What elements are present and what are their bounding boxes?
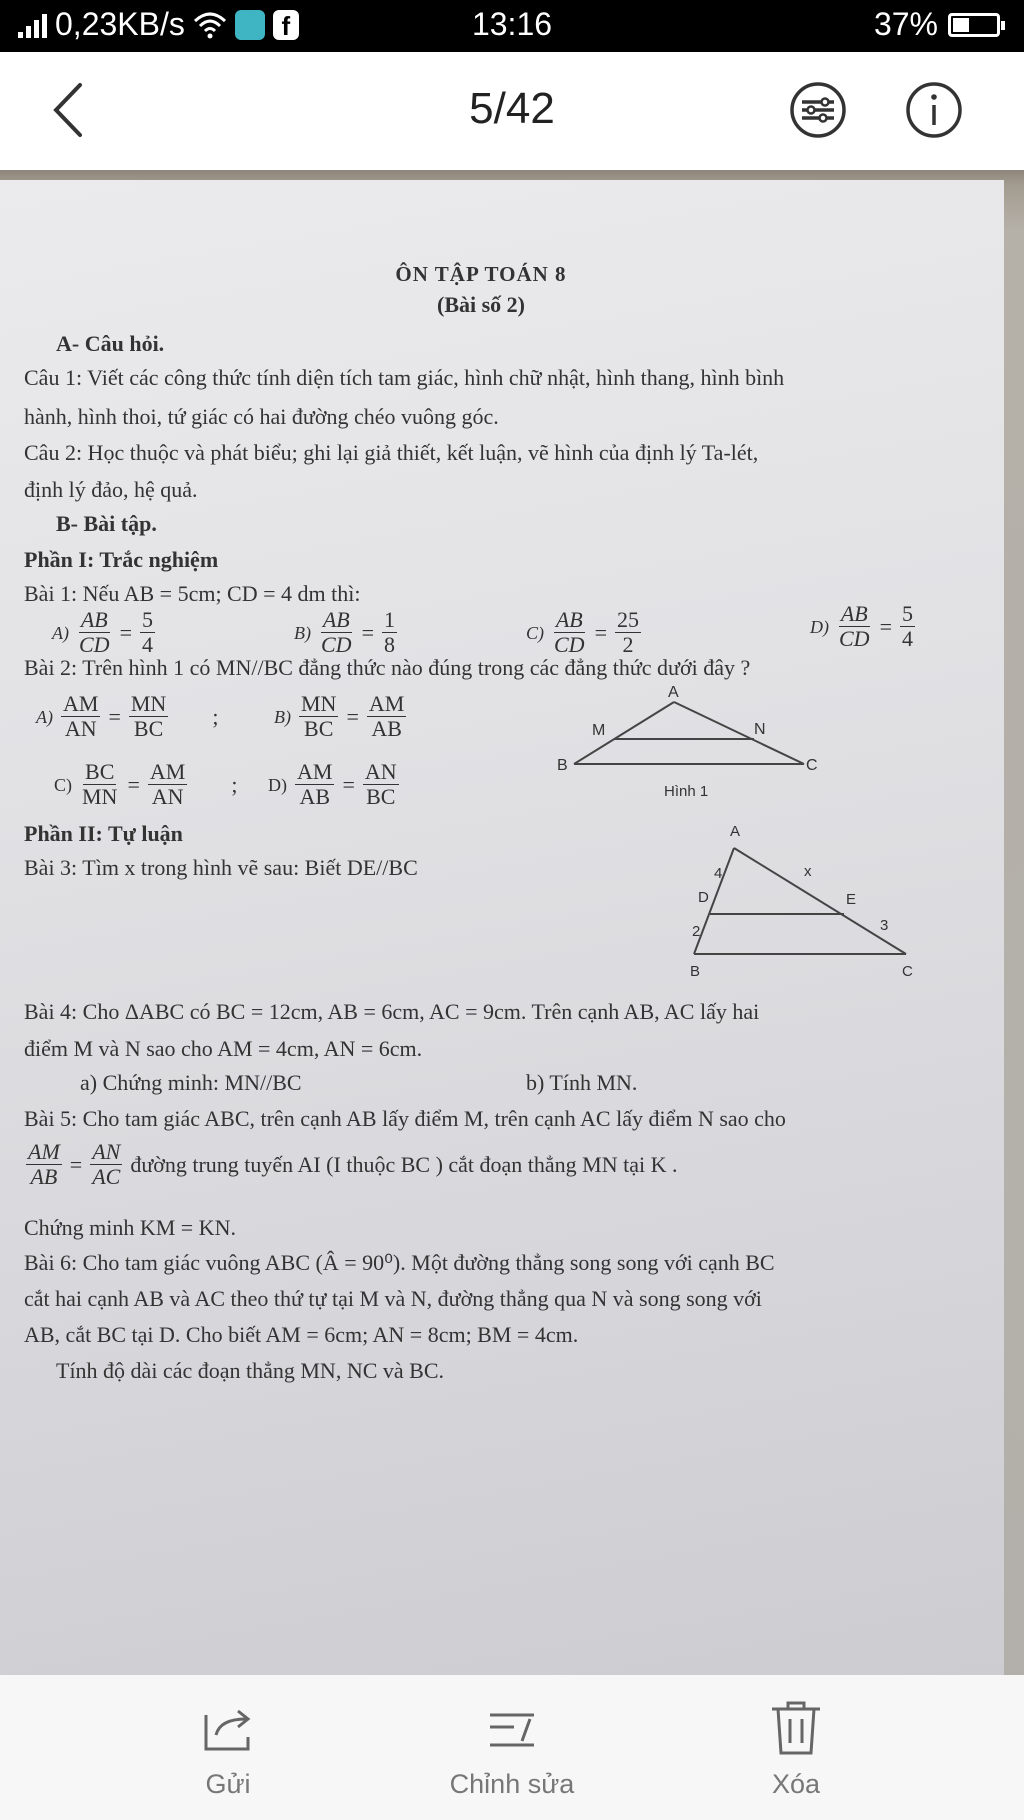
fraction-denominator: 8 bbox=[383, 632, 395, 657]
send-label: Gửi bbox=[205, 1769, 251, 1799]
fraction-denominator: MN bbox=[82, 784, 118, 809]
exercise-4-part-a: a) Chứng minh: MN//BC bbox=[80, 1070, 302, 1095]
exercise-1-option-d: D) $\frac{AB}{CD}$ = $\frac{5}{4}$ bbox=[810, 601, 913, 651]
question-2-line-1: Câu 2: Học thuộc và phát biểu; ghi lại giả thiết, kết luận, vẽ hình của định lý Ta-lét, bbox=[24, 440, 759, 465]
delete-label: Xóa bbox=[771, 1769, 821, 1799]
exercise-1-option-b: B) $\frac{AB}{CD}$ = $\frac{1}{8}$ bbox=[294, 607, 395, 657]
exercise-3: Bài 3: Tìm x trong hình vẽ sau: Biết DE//BC bbox=[24, 855, 418, 880]
edit-icon bbox=[482, 1697, 542, 1757]
exercise-1-option-c: C) $\frac{AB}{CD}$ = $\frac{25}{2}$ bbox=[526, 607, 639, 657]
document-photo bbox=[0, 170, 1024, 1675]
question-2-line-2: định lý đảo, hệ quả. bbox=[24, 477, 198, 502]
fraction-numerator: AM bbox=[149, 759, 186, 784]
exercise-2: Bài 2: Trên hình 1 có MN//BC đẳng thức nào đúng trong các đẳng thức dưới đây ? bbox=[24, 655, 751, 680]
figure-2-label-a: A bbox=[730, 823, 741, 840]
exercise-5-text: đường trung tuyến AI (I thuộc BC ) cắt đoạn thẳng MN tại K . bbox=[130, 1151, 678, 1177]
exercise-4-line-2: điểm M và N sao cho AM = 4cm, AN = 6cm. bbox=[24, 1036, 423, 1061]
exercise-5-line-3: Chứng minh KM = KN. bbox=[24, 1215, 236, 1240]
option-label: A) bbox=[36, 706, 53, 727]
network-speed: 0,23KB/s bbox=[55, 6, 185, 42]
question-1-line-1: Câu 1: Viết các công thức tính diện tích tam giác, hình chữ nhật, hình thang, hình bình bbox=[24, 365, 785, 390]
fraction-denominator: CD bbox=[79, 632, 110, 657]
battery-percent: 37% bbox=[873, 6, 938, 42]
delete-button[interactable] bbox=[676, 1675, 916, 1820]
figure-2-length-db: 2 bbox=[692, 923, 701, 940]
figure-2-label-d: D bbox=[698, 889, 709, 906]
figure-2-label-e: E bbox=[846, 891, 857, 908]
figure-2-label-b: B bbox=[690, 963, 701, 980]
figure-1-caption: Hình 1 bbox=[664, 783, 709, 800]
fraction-numerator: MN bbox=[301, 691, 337, 716]
figure-2-length-ad: 4 bbox=[714, 865, 723, 882]
figure-2-triangle bbox=[674, 818, 934, 988]
clock: 13:16 bbox=[471, 6, 553, 42]
adjust-filter-icon[interactable] bbox=[785, 77, 851, 143]
page-indicator: 5/42 bbox=[469, 84, 555, 133]
option-label: B) bbox=[294, 622, 311, 643]
fraction-numerator: AM bbox=[28, 1139, 60, 1164]
option-label: D) bbox=[810, 616, 829, 637]
fraction-numerator: AB bbox=[840, 601, 868, 626]
separator: ; bbox=[231, 771, 238, 797]
fraction-denominator: BC bbox=[133, 716, 164, 741]
battery-icon bbox=[948, 13, 1000, 37]
status-bar bbox=[0, 0, 1024, 52]
fraction-denominator: CD bbox=[554, 632, 585, 657]
paper-sheet bbox=[0, 180, 1004, 1675]
fraction-denominator: CD bbox=[321, 632, 352, 657]
fraction-denominator: 4 bbox=[141, 632, 153, 657]
share-icon bbox=[198, 1697, 258, 1757]
fraction-denominator: BC bbox=[366, 784, 396, 809]
section-b-heading: B- Bài tập. bbox=[56, 511, 157, 536]
fraction-denominator: AB bbox=[30, 1164, 58, 1189]
figure-2-label-c: C bbox=[902, 963, 913, 980]
fraction-numerator: MN bbox=[130, 691, 167, 716]
figure-1-label-m: M bbox=[592, 722, 606, 739]
fraction-denominator: 4 bbox=[901, 626, 913, 651]
fraction-numerator: AB bbox=[322, 607, 350, 632]
option-label: C) bbox=[526, 622, 544, 643]
document-title: ÔN TẬP TOÁN 8 bbox=[395, 262, 567, 286]
fraction-denominator: AN bbox=[64, 716, 97, 741]
fraction-denominator: AB bbox=[371, 716, 402, 741]
option-label: B) bbox=[274, 706, 291, 727]
info-icon[interactable] bbox=[901, 77, 967, 143]
option-label: A) bbox=[52, 622, 69, 643]
exercise-4-line-1: Bài 4: Cho ΔABC có BC = 12cm, AB = 6cm, AC = 9cm. Trên cạnh AB, AC lấy hai bbox=[24, 999, 760, 1024]
figure-1-label-n: N bbox=[754, 721, 766, 738]
fraction-numerator: AB bbox=[80, 607, 108, 632]
exercise-6-line-2: cắt hai cạnh AB và AC theo thứ tự tại M và N, đường thẳng qua N và song song với bbox=[24, 1286, 762, 1311]
exercise-4-part-b: b) Tính MN. bbox=[526, 1070, 638, 1095]
viewer-header bbox=[0, 52, 1024, 170]
exercise-2-option-d: D) $\frac{AM}{AB}$ = $\frac{AN}{BC}$ bbox=[268, 759, 397, 809]
exercise-5-line-1: Bài 5: Cho tam giác ABC, trên cạnh AB lấy điểm M, trên cạnh AC lấy điểm N sao cho bbox=[24, 1106, 786, 1131]
fraction-denominator: AN bbox=[151, 784, 184, 809]
exercise-5-line-2: $\frac{AM}{AB}$ = $\frac{AN}{AC}$ đường trung tuyến AI (I thuộc BC ) cắt đoạn thẳng MN tại K . bbox=[28, 1139, 678, 1189]
edit-button[interactable] bbox=[392, 1675, 632, 1820]
fraction-numerator: 1 bbox=[383, 607, 395, 632]
figure-2-length-ae: x bbox=[804, 863, 812, 880]
fraction-denominator: BC bbox=[304, 716, 334, 741]
fraction-numerator: AM bbox=[297, 759, 333, 784]
option-label: C) bbox=[54, 774, 72, 795]
figure-1-label-a: A bbox=[668, 684, 679, 701]
fraction-numerator: AM bbox=[368, 691, 405, 716]
fraction-denominator: 2 bbox=[622, 632, 634, 657]
edit-label: Chỉnh sửa bbox=[449, 1769, 575, 1799]
exercise-1-option-a: A) $\frac{AB}{CD}$ = $\frac{5}{4}$ bbox=[52, 607, 153, 657]
exercise-2-option-b: B) $\frac{MN}{BC}$ = $\frac{AM}{AB}$ bbox=[274, 691, 405, 741]
fraction-numerator: 25 bbox=[616, 607, 639, 632]
exercise-1: Bài 1: Nếu AB = 5cm; CD = 4 dm thì: bbox=[24, 581, 361, 606]
fraction-numerator: AN bbox=[364, 759, 397, 784]
document-subtitle: (Bài số 2) bbox=[437, 292, 525, 317]
question-1-line-2: hành, hình thoi, tứ giác có hai đường chéo vuông góc. bbox=[24, 404, 499, 429]
figure-1-label-b: B bbox=[557, 757, 568, 774]
figure-1-triangle bbox=[544, 682, 834, 804]
trash-icon bbox=[766, 1697, 826, 1757]
fraction-numerator: AN bbox=[92, 1139, 121, 1164]
exercise-2-option-a: A) $\frac{AM}{AN}$ = $\frac{MN}{BC}$ ; bbox=[36, 691, 219, 741]
option-label: D) bbox=[268, 774, 287, 795]
exercise-2-option-c: C) $\frac{BC}{MN}$ = $\frac{AM}{AN}$ ; bbox=[54, 759, 238, 809]
figure-2-length-ec: 3 bbox=[880, 917, 889, 934]
exercise-6-line-1: Bài 6: Cho tam giác vuông ABC (Â = 90⁰). Một đường thẳng song song với cạnh BC bbox=[24, 1250, 775, 1275]
fraction-numerator: AB bbox=[555, 607, 583, 632]
fraction-numerator: BC bbox=[85, 759, 115, 784]
send-button[interactable] bbox=[108, 1675, 348, 1820]
exercise-6-line-3: AB, cắt BC tại D. Cho biết AM = 6cm; AN = 8cm; BM = 4cm. bbox=[24, 1322, 579, 1347]
part-1-heading: Phần I: Trắc nghiệm bbox=[24, 547, 219, 572]
fraction-numerator: AM bbox=[63, 691, 99, 716]
separator: ; bbox=[212, 703, 219, 729]
part-2-heading: Phần II: Tự luận bbox=[24, 821, 183, 846]
fraction-denominator: AC bbox=[92, 1164, 121, 1189]
facebook-icon: f bbox=[273, 10, 299, 40]
fraction-numerator: 5 bbox=[901, 601, 913, 626]
exercise-6-line-4: Tính độ dài các đoạn thẳng MN, NC và BC. bbox=[56, 1358, 444, 1383]
bottom-action-bar bbox=[0, 1675, 1024, 1820]
fraction-numerator: 5 bbox=[141, 607, 153, 632]
fraction-denominator: CD bbox=[839, 626, 870, 651]
section-a-heading: A- Câu hỏi. bbox=[56, 331, 165, 356]
figure-1-label-c: C bbox=[806, 757, 818, 774]
fraction-denominator: AB bbox=[299, 784, 330, 809]
